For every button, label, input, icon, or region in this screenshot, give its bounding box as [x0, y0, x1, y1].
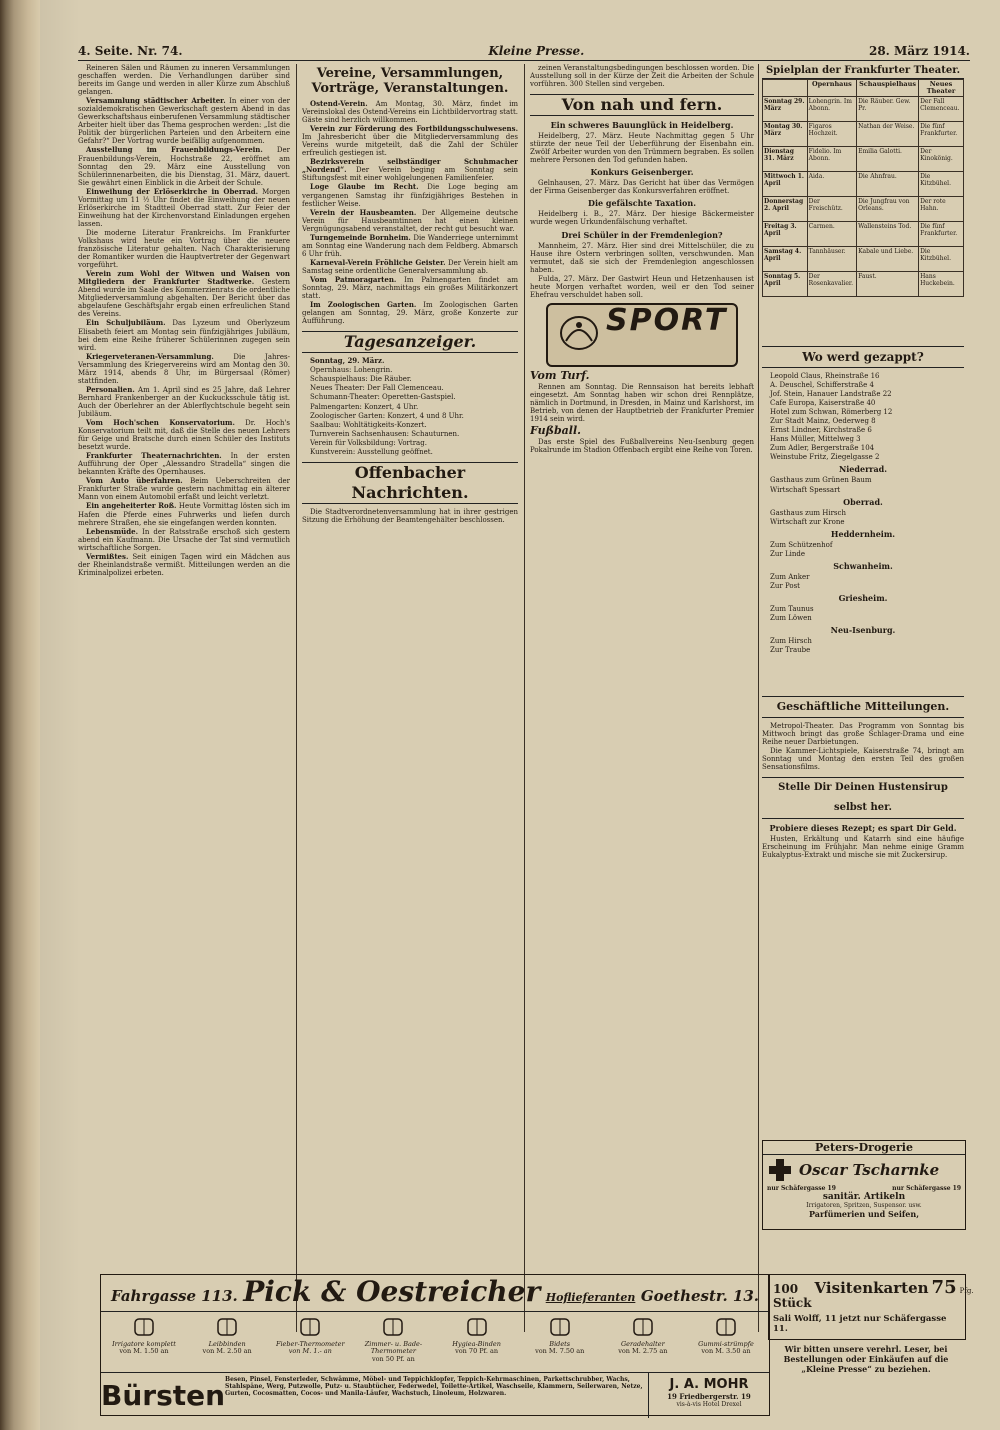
theater-column-header: Neues Theater	[919, 80, 964, 97]
theater-play-cell: Figaros Hochzeit.	[807, 122, 856, 147]
pick-product-name: Gummi-strümpfe	[698, 1339, 754, 1348]
drogerie-owner: Oscar Tscharnke	[799, 1161, 940, 1179]
theater-play-cell: Die fünf Frankfurter.	[919, 222, 964, 247]
gezapft-entry: Jof. Stein, Hanauer Landstraße 22	[770, 390, 892, 399]
news-item-text: Der Frauenbildungs-Verein, Hochstraße 22, eröffnet am Sonntag den 29. März eine Ausstellung von Schülerinnenarbeiten, die bis Dienstag, 31. März, dauert. Sie gewährt einen Einblick in die Arbeit der Schule.	[78, 146, 290, 187]
gezapft-district-entry: Zum Taunus	[770, 604, 814, 613]
pick-product-price: von M. 2.75 an	[618, 1347, 668, 1355]
association-item-text: Der Verein hielt am Samstag seine ordentliche Generalversammlung ab.	[302, 258, 518, 275]
association-item	[302, 259, 518, 275]
theater-play-cell: Nathan der Weise.	[857, 122, 919, 147]
theater-schedule	[762, 64, 964, 297]
association-item-text: Im Jahresbericht über die Mitgliederversammlung des Vereins wurde mitgeteilt, daß die Zahl der Schüler erfreulich gestiegen ist.	[302, 133, 518, 158]
news-item	[78, 477, 290, 501]
drogerie-address-right: nur Schäfergasse 19	[892, 1185, 961, 1192]
pick-product	[689, 1316, 763, 1368]
drogerie-address-left: nur Schäfergasse 19	[767, 1185, 836, 1192]
section-title-turf: Vom Turf.	[530, 368, 590, 382]
news-item-title: Einweihung der Erlöserkirche in Oberrad.	[86, 186, 259, 196]
association-item-text: Die Wanderriege unternimmt am Sonntag eine Wanderung nach dem Feldberg. Abmarsch 6 Uhr früh.	[302, 233, 518, 258]
gezapft-district: Oberrad.	[843, 496, 883, 507]
theater-row	[763, 197, 964, 222]
section-title-associations: Vereine, Versammlungen, Vorträge, Veranstaltungen.	[311, 66, 509, 96]
pick-product-name: Leibbinden	[208, 1339, 246, 1348]
association-item	[302, 125, 518, 157]
theater-play-cell: Carmen.	[807, 222, 856, 247]
theater-table	[762, 79, 964, 297]
gezapft-district-entry: Zum Anker	[770, 572, 810, 581]
page-header	[78, 44, 970, 60]
gezapft-district-entry: Zur Traube	[770, 645, 811, 654]
news-item-text: Die moderne Literatur Frankreichs. Im Frankfurter Volkshaus wird heute ein Vortrag über die neuere französische Literatur gehalten. Nach Charakterisierung der Romantiker wurden die Hauptvertreter der Gegenwart vorgeführt.	[78, 228, 290, 270]
mohr-address: 19 Friedbergerstr. 19	[667, 1392, 751, 1401]
near-far-text: Mannheim, 27. März. Hier sind drei Mittelschüler, die zu Hause ihre Ostern verbringen sollten, verschwunden. Man vermutet, daß sie sich der Fremdenlegion angeschlossen haben.	[530, 241, 754, 274]
association-item-text: Am Montag, 30. März, findet im Vereinslokal des Ostend-Vereins ein Lichtbildervortrag statt. Gäste sind herzlich willkommen.	[302, 100, 518, 125]
near-far-text: Fulda, 27. März. Der Gastwirt Heun und Hetzenhausen ist heute Morgen verhaftet worden, weil er den Tod seiner Ehefrau verschuldet haben soll.	[530, 274, 754, 299]
theater-day-cell: Dienstag 31. März	[763, 147, 808, 172]
pick-product-name: Irrigatore komplett	[112, 1339, 176, 1348]
pick-product	[107, 1316, 181, 1368]
product-illustration-icon	[129, 1316, 159, 1338]
tagesanzeiger-entry: Schauspielhaus: Die Räuber.	[310, 375, 412, 384]
pick-product	[440, 1316, 514, 1368]
theater-play-cell: Die Ahnfrau.	[857, 172, 919, 197]
pick-hoflieferanten: Hoflieferanten	[545, 1291, 636, 1304]
newspaper-page	[40, 0, 1000, 1430]
theater-play-cell: Die Kitzbühel.	[919, 172, 964, 197]
association-item	[302, 100, 518, 124]
news-item	[78, 146, 290, 186]
business-notice-2: Die Kammer-Lichtspiele, Kaiserstraße 74, bringt am Sonntag und Montag den ersten Teil des großen Sensationsfilms.	[762, 747, 964, 772]
gezapft-title: Wo werd gezappt?	[762, 346, 964, 368]
gezapft-district-entry: Gasthaus zum Grünen Baum	[770, 476, 872, 485]
news-item-text: Am 1. April sind es 25 Jahre, daß Lehrer Bernhard Frankenberger an der Kuckucksschule tätig ist. Auch der Oberlehrer an der Ablerflychtschule begeht sein Jubiläum.	[78, 385, 290, 418]
product-illustration-icon	[711, 1316, 741, 1338]
theater-row	[763, 122, 964, 147]
theater-column-header	[763, 80, 808, 97]
gezapft-district: Griesheim.	[838, 592, 888, 603]
association-item-text: Der Verein beging am Sonntag sein Stiftungsfest mit einer wohlgelungenen Familienfeier.	[302, 166, 518, 183]
news-item-text: Das Lyzeum und Oberlyzeum Elisabeth feiert am Montag sein fünfzigjähriges Jubiläum, bei dem eine Reihe früherer Schülerinnen zugegen sein wird.	[78, 319, 290, 352]
news-item-text: In der Ratsstraße erschoß sich gestern abend ein Kaufmann. Die Ursache der Tat sind vermutlich wirtschaftliche Sorgen.	[78, 527, 290, 552]
association-item-title: Verein der Hausbeamten.	[310, 207, 417, 217]
reader-request: Wir bitten unsere verehrl. Leser, bei Bestellungen oder Einkäufen auf die „Kleine Presse“ zu beziehen.	[783, 1344, 949, 1374]
theater-play-cell: Kabale und Liebe.	[857, 247, 919, 272]
sport-banner-label: SPORT	[606, 302, 728, 338]
mohr-firm: J. A. MOHR	[669, 1377, 749, 1392]
near-far-headline: Drei Schüler in der Fremdenlegion?	[561, 229, 723, 240]
gezapft-district-entry: Wirtschaft zur Krone	[770, 517, 845, 526]
theater-play-cell: Aida.	[807, 172, 856, 197]
theater-play-cell: Der Fall Clemenceau.	[919, 97, 964, 122]
pick-product	[606, 1316, 680, 1368]
gezapft-listing	[762, 340, 964, 690]
newspaper-name: Kleine Presse.	[488, 44, 585, 58]
news-item-text: Morgen Vormittag um 11 ½ Uhr findet die Einweihung der neuen Erlöserkirche im Stadtteil Oberrad statt. Zur Feier der Einweihung hat der Kirchenvorstand Einladungen ergehen lassen.	[78, 187, 290, 228]
near-far-text: Gelnhausen, 27. März. Das Gericht hat über das Vermögen der Firma Geisenberger das Konkursverfahren eröffnet.	[530, 179, 754, 196]
news-item-title: Vom Auto überfahren.	[86, 476, 183, 486]
association-item-title: Turngemeinde Bornheim.	[310, 232, 411, 242]
pick-right-address: Goethestr. 13.	[640, 1287, 759, 1305]
tagesanzeiger-entry: Turnverein Sachsenhausen: Schauturnen.	[310, 429, 460, 438]
association-item-title: Vom Patmoragarten.	[310, 274, 397, 284]
gezapft-entry: Zum Adler, Bergerstraße 104	[770, 444, 875, 453]
association-item-text: Im Zoologischen Garten gelangen am Sonntag, 29. März, große Konzerte zur Aufführung.	[302, 301, 518, 326]
theater-play-cell: Faust.	[857, 272, 919, 297]
pick-product-name: Hygiea-Binden	[452, 1339, 501, 1348]
theater-play-cell: Die fünf Frankfurter.	[919, 122, 964, 147]
offenbach-text: Die Stadtverordnetenversammlung hat in ihrer gestrigen Sitzung die Erhöhung der Beamtengehälter beschlossen.	[302, 507, 518, 524]
pick-product-price: von M. 2.50 an	[202, 1347, 252, 1355]
theater-column-header: Schauspielhaus	[857, 80, 919, 97]
gezapft-entry: Leopold Claus, Rheinstraße 16	[770, 372, 880, 380]
gezapft-entry: Ernst Lindner, Kirchstraße 6	[770, 426, 872, 435]
theater-play-cell: Wallensteins Tod.	[857, 222, 919, 247]
theater-play-cell: Hans Huckebein.	[919, 272, 964, 297]
pick-product	[273, 1316, 347, 1368]
visitenkarten-price-unit: Pfg.	[959, 1287, 974, 1295]
drogerie-line-2: Irrigatoren, Spritzen, Suspensor. usw.	[806, 1202, 922, 1209]
pick-product-name: Fieber-Thermometer von M. 1.- an	[275, 1339, 345, 1355]
drogerie-name: Peters-Drogerie	[763, 1141, 965, 1155]
near-far-headline: Die gefälschte Taxation.	[588, 198, 696, 209]
theater-play-cell: Die Jungfrau von Orleans.	[857, 197, 919, 222]
visitenkarten-label: Visitenkarten	[814, 1279, 929, 1297]
gezapft-district-entry: Zum Hirsch	[770, 636, 812, 645]
turf-text: Rennen am Sonntag. Die Rennsaison hat bereits lebhaft eingesetzt. Am Sonntag haben wir schon drei Rennplätze, nämlich in Dortmund, in Dresden, in Mainz und Karlshorst, im Betrieb, von denen der Hauptbetrieb der Frankfurter Premier 1914 sein wird.	[530, 382, 754, 424]
theater-play-cell: Die Kitzbühel.	[919, 247, 964, 272]
visitenkarten-price: 75	[931, 1277, 957, 1298]
theater-play-cell: Der Freischütz.	[807, 197, 856, 222]
business-notice-1: Metropol-Theater. Das Programm von Sonntag bis Mittwoch bringt das große Schlager-Drama und eine Reihe neuer Darbietungen.	[762, 722, 964, 747]
news-item-title: Lebensmüde.	[86, 526, 139, 536]
pick-product-price: von M. 1.50 an	[119, 1347, 169, 1355]
lead-paragraph-col3: zeinen Veranstaltungsbedingungen beschlossen worden. Die Ausstellung soll in der Kürze der Zeit die Arbeiten der Schule vorführen. 300 Stellen sind vergeben.	[530, 64, 754, 89]
tagesanzeiger-entry: Neues Theater: Der Fall Clemenceau.	[310, 384, 444, 393]
book-binding-edge	[0, 0, 40, 1430]
sport-figure-icon	[556, 311, 602, 355]
news-item-text: In der ersten Aufführung der Oper „Alessandro Stradella“ singen die bekannten Kräfte des Opernhauses.	[78, 452, 290, 477]
association-item-text: Die Loge beging am vergangenen Samstag ihr fünfzigjähriges Bestehen in festlicher Weise.	[302, 183, 518, 208]
association-item-title: Im Zoologischen Garten.	[310, 300, 417, 310]
news-item-title: Ausstellung im Frauenbildungs-Verein.	[86, 145, 263, 155]
tagesanzeiger-entry: Verein für Volksbildung: Vortrag.	[310, 438, 427, 447]
gezapft-district-entry: Zum Schützenhof	[770, 540, 833, 549]
buersten-products: Besen, Pinsel, Fensterleder, Schwämme, Möbel- und Teppichklopfer, Teppich-Kehrmaschinen, Parkettschrubber, Wachs, Stahlspäne, Werg, Putzwolle, Putz- u. Staubtücher, Federwedel, Toilette-Artikel, Waschseile, Klammern, Seilerwaren, Netze, Gurten, Cocosmatten, Cocos- und Manila-Läufer, Wachstuch, Linoleum, Holzwaren.	[225, 1376, 643, 1397]
tagesanzeiger-entry: Palmengarten: Konzert, 4 Uhr.	[310, 402, 419, 411]
news-item-text: Gestern Abend wurde im Saale des Kommerzienrats die ordentliche Mitgliederversammlung abgehalten. Der Bericht über das abgelaufene Geschäftsjahr ergab einen erfreulichen Stand des Vereins.	[78, 278, 290, 319]
association-item-text: Der Allgemeine deutsche Verein für Hausbeamtinnen hat einen kleinen Vergnügungsabend veranstaltet, der recht gut besucht war.	[302, 208, 518, 233]
gezapft-entry: Hans Müller, Mittelweg 3	[770, 435, 861, 444]
theater-row	[763, 97, 964, 122]
news-item-text: In einer von der sozialdemokratischen Gewerkschaft gestern Abend in das Gewerkschaftshaus einberufenen Versammlung städtischer Arbeiter hielt über das Thema gesprochen werden: „Ist die Politik der bürgerlichen Parteien und den Arbeitern eine Gefahr?“ Der Vortrag wurde beifällig aufgenommen.	[78, 97, 290, 146]
theater-row	[763, 172, 964, 197]
column-local-news	[78, 64, 290, 1332]
theater-day-cell: Samstag 4. April	[763, 247, 808, 272]
association-item-title: Karneval-Verein Fröhliche Geister.	[310, 257, 446, 267]
lead-paragraph: Reineren Sälen und Räumen zu inneren Versammlungen geschaffen werden. Die Verhandlungen darüber sind bereits im Gange und werden in aller Kürze zum Abschluß gelangen.	[78, 64, 290, 97]
tagesanzeiger-entry: Zoologischer Garten: Konzert, 4 und 8 Uhr.	[310, 411, 464, 420]
drogerie-line-1: sanitär. Artikeln	[822, 1192, 906, 1202]
theater-row	[763, 222, 964, 247]
gezapft-entry: Zur Stadt Mainz, Oederweg 8	[770, 417, 876, 426]
near-far-text: Heidelberg i. B., 27. März. Der hiesige Bäckermeister wurde wegen Urkundenfälschung verhaftet.	[530, 210, 754, 227]
association-item	[302, 209, 518, 233]
news-item-text: Die Jahres-Versammlung des Kriegervereins wird am Montag den 30. März 1914, abends 8 Uhr, im Bürgersaal (Römer) stattfinden.	[78, 352, 290, 385]
theater-day-cell: Donnerstag 2. April	[763, 197, 808, 222]
news-item-title: Personalien.	[86, 384, 135, 394]
association-item	[302, 276, 518, 300]
product-illustration-icon	[545, 1316, 575, 1338]
column-divider	[296, 64, 297, 1332]
cough-syrup-title: Stelle Dir Deinen Hustensirup selbst her.	[762, 777, 964, 819]
pick-product-price: von 70 Pf. an	[455, 1347, 499, 1355]
news-item	[78, 229, 290, 269]
section-title-tagesanzeiger: Tagesanzeiger.	[302, 331, 518, 353]
peters-drogerie-ad	[762, 1140, 966, 1230]
news-item-title: Ein Schuljubiläum.	[86, 318, 166, 328]
association-item	[302, 158, 518, 182]
section-title-fussball: Fußball.	[530, 424, 581, 438]
product-illustration-icon	[212, 1316, 242, 1338]
tagesanzeiger-entry: Saalbau: Wohltätigkeits-Konzert.	[310, 420, 427, 429]
gezapft-district-entry: Zur Linde	[770, 549, 805, 558]
theater-schedule-title: Spielplan der Frankfurter Theater.	[762, 64, 964, 79]
news-item-title: Ein angeheiterter Roß.	[86, 501, 177, 511]
gezapft-district-entry: Zur Post	[770, 581, 800, 590]
news-item-text: Seit einigen Tagen wird ein Mädchen aus der Rheinlandstraße vermißt. Mitteilungen werden an die Kriminalpolizei erbeten.	[78, 552, 290, 577]
tagesanzeiger-entry: Kunstverein: Ausstellung geöffnet.	[310, 447, 433, 456]
news-item-title: Verein zum Wohl der Witwen und Waisen von Mitgliedern der Frankfurter Stadtwerke.	[78, 269, 290, 287]
visitenkarten-firm: Sali Wolff, 11 jetzt nur Schäfergasse 11.	[773, 1314, 947, 1334]
theater-play-cell: Der rote Hahn.	[919, 197, 964, 222]
pick-product-price: von M. 3.50 an	[701, 1347, 751, 1355]
news-item	[78, 319, 290, 351]
news-item	[78, 188, 290, 228]
tagesanzeiger-entry: Opernhaus: Lohengrin.	[310, 366, 393, 375]
theater-play-cell: Tannhäuser.	[807, 247, 856, 272]
pick-product-name: Geradehalter	[620, 1339, 665, 1348]
mohr-address-2: vis-à-vis Hotel Drexel	[676, 1401, 742, 1408]
pick-left-address: Fahrgasse 113.	[111, 1287, 238, 1305]
visitenkarten-count: 100 Stück	[773, 1282, 812, 1310]
visitenkarten-ad	[768, 1274, 974, 1340]
pick-product-name: Bidets	[549, 1339, 571, 1348]
association-item-title: Ostend-Verein.	[310, 99, 368, 108]
column-divider	[758, 64, 759, 1332]
gezapft-entry: Hotel zum Schwan, Römerberg 12	[770, 408, 893, 417]
theater-column-header: Opernhaus	[807, 80, 856, 97]
association-item	[302, 234, 518, 258]
product-illustration-icon	[295, 1316, 325, 1338]
association-item-title: Bezirksverein selbständiger Schuhmacher „Nordend“.	[302, 157, 518, 175]
pick-oestreicher-ad	[100, 1274, 770, 1416]
theater-play-cell: Lohengrin. Im Abonn.	[807, 97, 856, 122]
theater-play-cell: Fidelio. Im Abonn.	[807, 147, 856, 172]
theater-day-cell: Mittwoch 1. April	[763, 172, 808, 197]
pick-company-name: Pick & Oestreicher	[243, 1275, 541, 1308]
page-number: 4. Seite. Nr. 74.	[78, 44, 183, 58]
theater-play-cell: Emilia Galotti.	[857, 147, 919, 172]
product-illustration-icon	[378, 1316, 408, 1338]
column-associations	[302, 64, 518, 1332]
association-item-title: Loge Glaube im Recht.	[310, 182, 419, 192]
drogerie-line-3: Parfümerien und Seifen,	[808, 1209, 919, 1219]
news-item-title: Versammlung städtischer Arbeiter.	[86, 96, 226, 106]
pick-product-price: von M. 7.50 an	[535, 1347, 585, 1355]
news-item	[78, 528, 290, 552]
column-divider	[524, 64, 525, 1332]
news-item-title: Kriegerveteranen-Versammlung.	[86, 351, 214, 361]
product-illustration-icon	[462, 1316, 492, 1338]
gezapft-district: Niederrad.	[838, 464, 888, 475]
business-notices-title: Geschäftliche Mitteilungen.	[762, 696, 964, 718]
near-far-text: Heidelberg, 27. März. Heute Nachmittag gegen 5 Uhr stürzte der neue Teil der Ueberführung der Eisenbahn ein. Zwölf Arbeiter wurden von den Trümmern begraben. Es sollen mehrere Personen den Tod gefunden haben.	[530, 132, 754, 165]
association-item	[302, 183, 518, 207]
gezapft-entry: Weinstube Fritz, Ziegelgasse 2	[770, 453, 880, 462]
gezapft-district-entry: Zum Löwen	[770, 613, 812, 622]
cough-syrup-text: Husten, Erkältung und Katarrh sind eine häufige Erscheinung im Frühjahr. Man nehme einige Gramm Eukalyptus-Extrakt und mische sie mit Zuckersirup.	[762, 835, 964, 860]
news-item	[78, 553, 290, 577]
theater-row	[763, 247, 964, 272]
theater-play-cell: Der Kinokönig.	[919, 147, 964, 172]
fussball-text: Das erste Spiel des Fußballvereins Neu-Isenburg gegen Pokalrunde im Stadion Offenbach ergibt eine Reihe von Toren.	[530, 438, 754, 455]
news-item	[78, 502, 290, 526]
near-far-headline: Konkurs Geisenberger.	[590, 167, 694, 178]
pick-product	[356, 1316, 430, 1368]
theater-day-cell: Sonntag 29. März	[763, 97, 808, 122]
gezapft-district-entry: Gasthaus zum Hirsch	[770, 508, 846, 517]
news-item	[78, 419, 290, 451]
pick-product	[523, 1316, 597, 1368]
news-item-title: Frankfurter Theaternachrichten.	[86, 451, 222, 461]
near-far-headline: Ein schweres Bauunglück in Heidelberg.	[550, 120, 734, 131]
cross-icon	[767, 1157, 793, 1183]
news-item	[78, 386, 290, 418]
association-item-title: Verein zur Förderung des Fortbildungsschulwesens.	[310, 124, 518, 134]
business-notices	[762, 690, 964, 890]
association-item	[302, 301, 518, 325]
product-illustration-icon	[628, 1316, 658, 1338]
news-item-text: Heute Vormittag lösten sich im Hafen die Pferde eines Fuhrwerks und liefen durch mehrere Straßen, ehe sie eingefangen werden konnten.	[78, 502, 290, 527]
sport-section-banner	[546, 303, 738, 367]
tagesanzeiger-entry: Schumann-Theater: Operetten-Gastspiel.	[310, 393, 456, 402]
pick-product	[190, 1316, 264, 1368]
section-title-nah-fern: Von nah und fern.	[530, 94, 754, 116]
news-item	[78, 452, 290, 476]
news-item	[78, 97, 290, 145]
association-item-text: Im Palmengarten findet am Sonntag, 29. März, nachmittags ein großes Militärkonzert statt.	[302, 275, 518, 301]
pick-product-name: Zimmer- u. Bade-Thermometer	[364, 1339, 423, 1355]
buersten-title: Bürsten	[101, 1379, 226, 1412]
theater-row	[763, 272, 964, 297]
theater-day-cell: Sonntag 5. April	[763, 272, 808, 297]
section-title-offenbach: Offenbacher Nachrichten.	[302, 462, 518, 504]
theater-play-cell: Die Räuber. Gew. Pr.	[857, 97, 919, 122]
theater-row	[763, 147, 964, 172]
gezapft-district-entry: Wirtschaft Spessart	[770, 485, 841, 494]
pick-product-price: von 50 Pf. an	[371, 1354, 415, 1363]
column-near-and-far	[530, 64, 754, 1332]
theater-play-cell: Der Rosenkavalier.	[807, 272, 856, 297]
cough-syrup-subtitle: Probiere dieses Rezept; es spart Dir Geld.	[769, 823, 957, 834]
theater-day-cell: Montag 30. März	[763, 122, 808, 147]
header-rule	[78, 60, 970, 61]
gezapft-entry: Cafe Europa, Kaiserstraße 40	[770, 399, 876, 408]
news-item-title: Vermißtes.	[86, 551, 129, 561]
news-item-text: Beim Ueberschreiten der Frankfurter Straße wurde gestern nachmittag ein älterer Mann von einem Automobil erfaßt und leicht verletzt.	[78, 477, 290, 502]
gezapft-district: Neu-Isenburg.	[830, 624, 896, 635]
news-item-title: Vom Hoch'schen Konservatorium.	[86, 418, 235, 428]
news-item	[78, 270, 290, 318]
news-item	[78, 353, 290, 385]
gezapft-district: Schwanheim.	[833, 560, 893, 571]
gezapft-entry: A. Deuschel, Schifferstraße 4	[770, 381, 874, 390]
theater-day-cell: Freitag 3. April	[763, 222, 808, 247]
issue-date: 28. März 1914.	[868, 44, 970, 58]
news-item-text: Dr. Hoch's Konservatorium teilt mit, daß die Stelle des neuen Lehrers für Geige und Bratsche durch einen Schüler des Instituts besetzt wurde.	[78, 419, 290, 452]
tagesanzeiger-date: Sonntag, 29. März.	[310, 356, 385, 366]
gezapft-district: Heddernheim.	[830, 528, 896, 539]
